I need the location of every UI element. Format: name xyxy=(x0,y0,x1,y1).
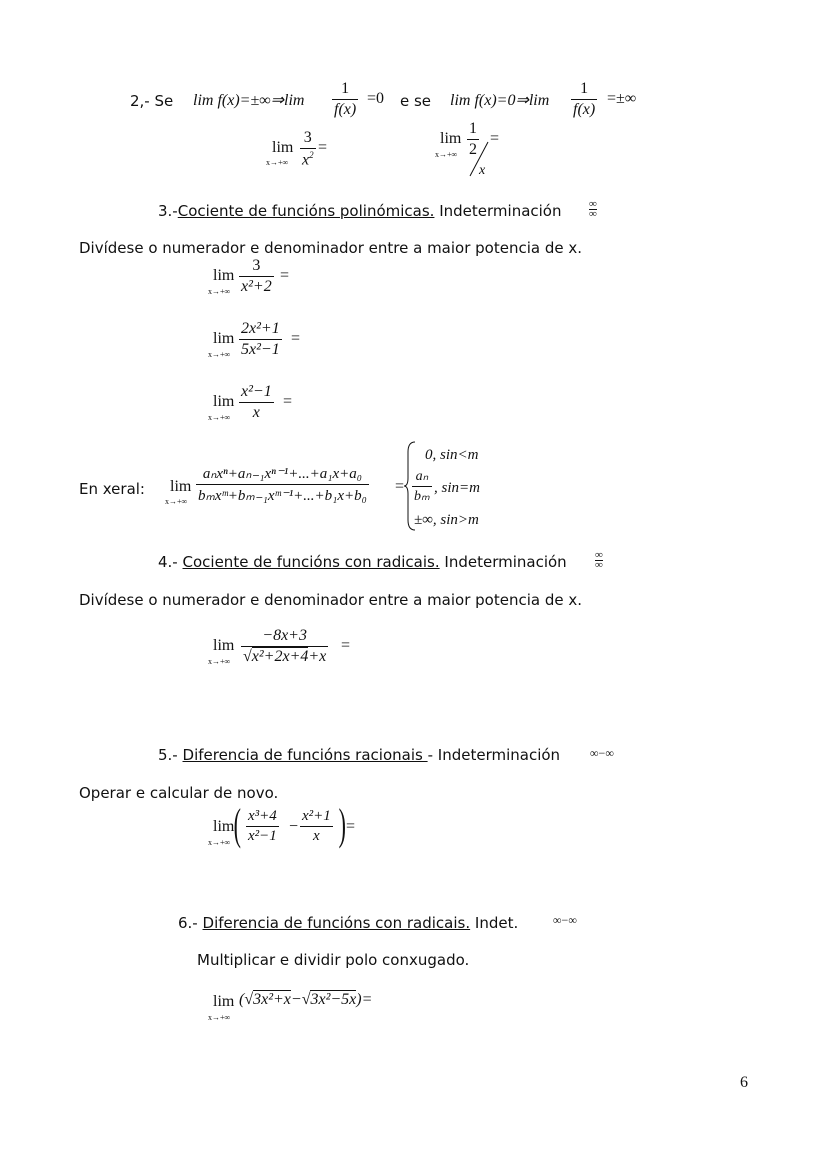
s3-ex1-lim-sub: x→+∞ xyxy=(208,287,231,296)
s3-ex1-num: 3 xyxy=(252,257,261,274)
s2-ex2-lim: lim xyxy=(440,130,462,147)
s3-case-3: ±∞, sin>m xyxy=(414,512,479,528)
s2-formula1-fraction xyxy=(332,80,358,119)
page-number: 6 xyxy=(740,1074,748,1091)
s3-general-num: aₙxⁿ+aₙ₋₁xⁿ⁻¹+...+a₁x+a₀ xyxy=(202,466,362,482)
s4-ex-lim-sub: x→+∞ xyxy=(208,657,231,666)
right-paren-icon: ) xyxy=(338,800,346,849)
sqrt-icon: √ xyxy=(243,648,252,665)
minus-icon: − xyxy=(290,991,302,1008)
s3-ex2-lim: lim xyxy=(213,330,235,347)
s4-ex-den-root: x²+2x+4 xyxy=(251,648,309,665)
s2-ex1-lim-sub: x→+∞ xyxy=(266,158,289,167)
s4-indet-symbol xyxy=(595,551,603,570)
s3-number: 3.- xyxy=(158,202,178,220)
s3-ex3-den: x xyxy=(239,402,274,422)
s3-ex2-den: 5x²−1 xyxy=(241,341,280,358)
s6-instruction: Multiplicar e dividir polo conxugado. xyxy=(197,951,470,969)
s5-title: Diferencia de funcións racionais xyxy=(182,746,428,764)
s3-case-1: 0, sin<m xyxy=(425,447,479,463)
s6-indet: Indet. xyxy=(474,914,519,932)
s2-ex2-num: 1 xyxy=(469,120,477,137)
sqrt-icon: √ xyxy=(301,991,311,1008)
s5-f2-den: x xyxy=(300,826,333,845)
s6-ex-lim: lim xyxy=(213,993,235,1010)
s2-middle-text: e se xyxy=(400,92,432,110)
s5-ex-equals: = xyxy=(346,818,356,835)
s2-ex1-equals: = xyxy=(318,139,328,156)
s5-ex-lim: lim xyxy=(213,818,235,835)
s3-general-fraction xyxy=(196,464,369,505)
s5-indet-symbol: ∞−∞ xyxy=(590,746,614,760)
s3-ex1-den: x²+2 xyxy=(241,278,272,295)
s2-label: 2,- Se xyxy=(130,92,174,110)
s4-ex-fraction xyxy=(241,627,328,666)
s2-f1-num: 1 xyxy=(341,80,350,97)
s3-heading xyxy=(158,202,562,220)
s3-case-2-cond: , sin=m xyxy=(434,480,480,496)
s3-general-lim-sub: x→+∞ xyxy=(165,497,188,506)
s5-frac2 xyxy=(300,808,333,845)
s5-f1-num: x³+4 xyxy=(248,808,277,824)
s2-ex1-den: x xyxy=(302,151,310,169)
s2-ex2-x: x xyxy=(479,163,486,178)
s3-ex3-lim-sub: x→+∞ xyxy=(208,413,231,422)
s6-title: Diferencia de funcións con radicais. xyxy=(202,914,471,932)
s5-ex-lim-sub: x→+∞ xyxy=(208,838,231,847)
s3-ex1-lim: lim xyxy=(213,267,235,284)
s2-f2-num: 1 xyxy=(580,80,589,97)
s2-ex2-equals: = xyxy=(490,130,500,147)
s5-number: 5.- xyxy=(158,746,178,764)
s3-ex3-lim: lim xyxy=(213,393,235,410)
left-paren-icon: ( xyxy=(233,800,241,849)
s4-indet: Indeterminación xyxy=(444,553,567,571)
s2-formula2-suffix: =±∞ xyxy=(607,90,637,107)
s2-f1-den: f(x) xyxy=(334,101,357,118)
s3-title: Cociente de funcións polinómicas. xyxy=(177,202,435,220)
s2-ex1-fraction xyxy=(300,129,316,169)
s3-case-2-fraction xyxy=(412,468,432,505)
s3-general-label: En xeral: xyxy=(79,480,145,498)
s3-ex1-fraction xyxy=(239,257,274,296)
s5-f2-num: x²+1 xyxy=(302,808,331,824)
s2-formula1-prefix: lim f(x)=±∞⇒lim xyxy=(193,92,305,109)
s4-title: Cociente de funcións con radicais. xyxy=(182,553,440,571)
s3-case-2-den: bₘ xyxy=(412,486,432,505)
s4-ex-equals: = xyxy=(341,637,351,654)
s3-sym-top: ∞ xyxy=(589,198,597,210)
s6-root1: 3x²+x xyxy=(253,991,291,1008)
left-paren-icon: ( xyxy=(239,991,245,1008)
s3-ex1-equals: = xyxy=(280,267,290,284)
s3-ex2-equals: = xyxy=(291,330,301,347)
s4-sym-top: ∞ xyxy=(595,549,603,561)
s6-ex-expression xyxy=(239,991,372,1009)
s6-ex-lim-sub: x→+∞ xyxy=(208,1013,231,1022)
s2-formula2-fraction xyxy=(571,80,597,119)
s6-number: 6.- xyxy=(178,914,198,932)
s4-ex-lim: lim xyxy=(213,637,235,654)
s3-ex2-num: 2x²+1 xyxy=(241,320,280,337)
s2-formula2-prefix: lim f(x)=0⇒lim xyxy=(450,92,550,109)
s3-instruction: Divídese o numerador e denominador entre a maior potencia de x. xyxy=(79,239,583,257)
s3-ex3-fraction xyxy=(239,383,274,422)
s6-root2: 3x²−5x xyxy=(310,991,357,1008)
s5-indet: - Indeterminación xyxy=(427,746,561,764)
s3-general-den: bₘxᵐ+bₘ₋₁xᵐ⁻¹+...+b₁x+b₀ xyxy=(196,484,369,505)
s2-f2-den: f(x) xyxy=(573,101,596,118)
s5-frac1 xyxy=(246,808,279,845)
s6-indet-symbol: ∞−∞ xyxy=(553,913,577,927)
s3-sym-bot: ∞ xyxy=(589,208,597,220)
s5-minus: − xyxy=(289,818,299,835)
s2-ex1-num: 3 xyxy=(303,129,312,146)
s4-number: 4.- xyxy=(158,553,178,571)
s3-ex2-fraction xyxy=(239,320,282,359)
s4-ex-num: −8x+3 xyxy=(262,627,307,644)
s3-indet: Indeterminación xyxy=(439,202,562,220)
sqrt-icon: √ xyxy=(244,991,254,1008)
s4-heading xyxy=(158,553,567,571)
s3-general-lim: lim xyxy=(170,478,192,495)
s4-ex-den-tail: +x xyxy=(308,648,327,665)
s4-sym-bot: ∞ xyxy=(595,559,603,571)
right-paren-icon: ) xyxy=(356,991,362,1008)
s3-case-2-num: aₙ xyxy=(415,469,429,484)
s3-ex2-lim-sub: x→+∞ xyxy=(208,350,231,359)
s2-formula1-suffix: =0 xyxy=(367,90,385,107)
s5-instruction: Operar e calcular de novo. xyxy=(79,784,279,802)
s4-instruction: Divídese o numerador e denominador entre a maior potencia de x. xyxy=(79,591,583,609)
s3-general-equals: = xyxy=(395,478,405,495)
s6-ex-equals: = xyxy=(361,991,373,1008)
s2-ex2-den: 2 xyxy=(469,141,477,158)
s3-indet-symbol xyxy=(589,200,597,219)
s2-ex2-lim-sub: x→+∞ xyxy=(435,150,458,159)
s3-ex3-equals: = xyxy=(283,393,293,410)
s2-ex1-lim: lim xyxy=(272,139,294,156)
s5-heading xyxy=(158,746,560,764)
s6-heading xyxy=(178,914,518,932)
s2-ex1-den-exp: 2 xyxy=(309,150,314,160)
s3-ex3-num: x²−1 xyxy=(241,383,272,400)
s5-f1-den: x²−1 xyxy=(248,828,277,844)
